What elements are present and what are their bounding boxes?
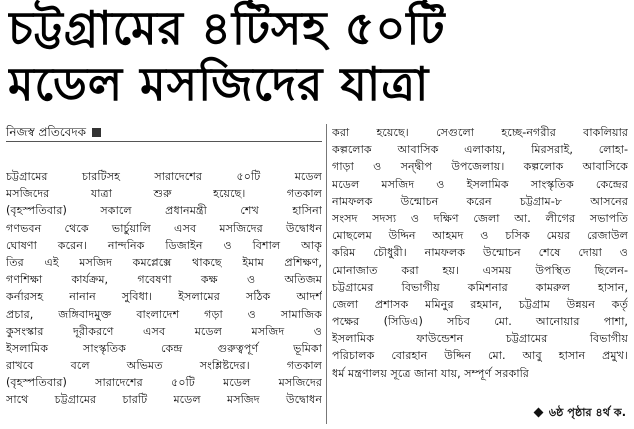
- body-line: করা হয়েছে। সেগুলো হচ্ছে-নগরীর বাকলিয়ার: [332, 126, 628, 139]
- byline: [6, 124, 101, 140]
- body-line: তির এই মসজিদ কমপ্লেক্সে থাকছে ইমাম প্রশিক্ষণ,: [6, 255, 322, 269]
- body-line: চট্টগ্রামের চারটিসহ সারাদেশের ৫০টি মডেল: [6, 170, 322, 183]
- body-line: কুসংস্কার দূরীকরণে এসব মডেল মসজিদ ও: [6, 324, 322, 338]
- body-line: কর্নারসহ নানান সুবিধা। ইসলামের সঠিক আদর্শ: [6, 290, 322, 304]
- right-column: [332, 124, 628, 382]
- body-line: মসজিদের যাত্রা শুরু হয়েছে। গতকাল: [6, 187, 322, 201]
- body-line: কল্পলোক আবাসিক এলাকায়, মিরসরাই, লোহা-: [332, 143, 628, 157]
- continued-on-page: [535, 404, 626, 421]
- body-line: নামফলক উন্মোচন করেন চট্টগ্রাম-৮ আসনের: [332, 194, 628, 208]
- body-line: করিম চৌধুরী। নামফলক উন্মোচন শেষে দোয়া ও: [332, 246, 628, 260]
- body-line: সাথে চট্টগ্রামের চারটি মডেল মসজিদ উদ্বোধন: [6, 393, 322, 407]
- body-line: ধর্ম মন্ত্রণালয় সূত্রে জানা যায়, সম্পূর্ণ সরকারি: [332, 366, 529, 380]
- body-line: সংসদ সদস্য ও দক্ষিণ জেলা আ. লীগের সভাপতি: [332, 211, 628, 225]
- body-line: ইসলামিক ফাউন্ডেশন চট্টগ্রামের বিভাগীয়: [332, 332, 628, 346]
- column-divider: [326, 124, 327, 424]
- body-line: মোছলেম উদ্দিন আহমদ ও চসিক মেয়র রেজাউল: [332, 229, 628, 243]
- byline-divider: [6, 141, 322, 142]
- body-line: ইসলামিক সাংস্কৃতিক কেন্দ্র গুরুত্বপূর্ণ ভূমিকা: [6, 341, 322, 355]
- body-line: (বৃহস্পতিবার) সকালে প্রধানমন্ত্রী শেখ হাসিনা: [6, 204, 322, 218]
- body-line: রাখবে বলে অভিমত সংশ্লিষ্টদের। গতকাল: [6, 359, 322, 373]
- body-line: গাড়া ও সন্দ্বীপ উপজেলায়। কল্পলোক আবাসিকে: [332, 160, 628, 174]
- continued-text: ৬ষ্ঠ পৃষ্ঠার ৪র্থ ক.: [548, 406, 626, 419]
- headline-line-1: চট্টগ্রামের ৪টিসহ ৫০টি: [8, 1, 446, 55]
- headline-line-2: মডেল মসজিদের যাত্রা: [8, 57, 430, 111]
- byline-text: নিজস্ব প্রতিবেদক: [6, 125, 87, 139]
- diamond-icon: [533, 408, 543, 418]
- body-line: মডেল মসজিদ ও ইসলামিক সাংস্কৃতিক কেন্দ্রের: [332, 177, 628, 191]
- body-line: মোনাজাত করা হয়। এসময় উপস্থিত ছিলেন-: [332, 263, 628, 277]
- body-line: পরিচালক বোরহান উদ্দিন মো. আবু হাসান প্রমুখ।: [332, 349, 628, 363]
- body-line: প্রচার, জঙ্গিবাদমুক্ত বাংলাদেশ গড়া ও সামাজিক: [6, 307, 322, 321]
- body-line: চট্টগ্রামের বিভাগীয় কমিশনার কামরুল হাসান,: [332, 280, 628, 294]
- headline: [8, 0, 628, 112]
- body-line: গণশিক্ষা কার্যক্রম, গবেষণা কক্ষ ও অতিজম: [6, 273, 322, 287]
- body-line: ঘোষণা করেন। নান্দনিক ডিজাইন ও বিশাল আকৃ: [6, 238, 322, 252]
- body-line: পক্ষের (সিডিএ) সচিব মো. আনোয়ার পাশা,: [332, 315, 628, 329]
- square-icon: [92, 128, 101, 137]
- body-line: জেলা প্রশাসক মমিনুর রহমান, চট্টগ্রাম উন্নয়ন কর্তৃ: [332, 297, 628, 311]
- left-column: [6, 168, 322, 409]
- body-line: গণভবন থেকে ভার্চুয়ালি এসব মসজিদের উদ্বোধন: [6, 221, 322, 235]
- body-line: (বৃহস্পতিবার) সারাদেশের ৫০টি মডেল মসজিদের: [6, 376, 322, 390]
